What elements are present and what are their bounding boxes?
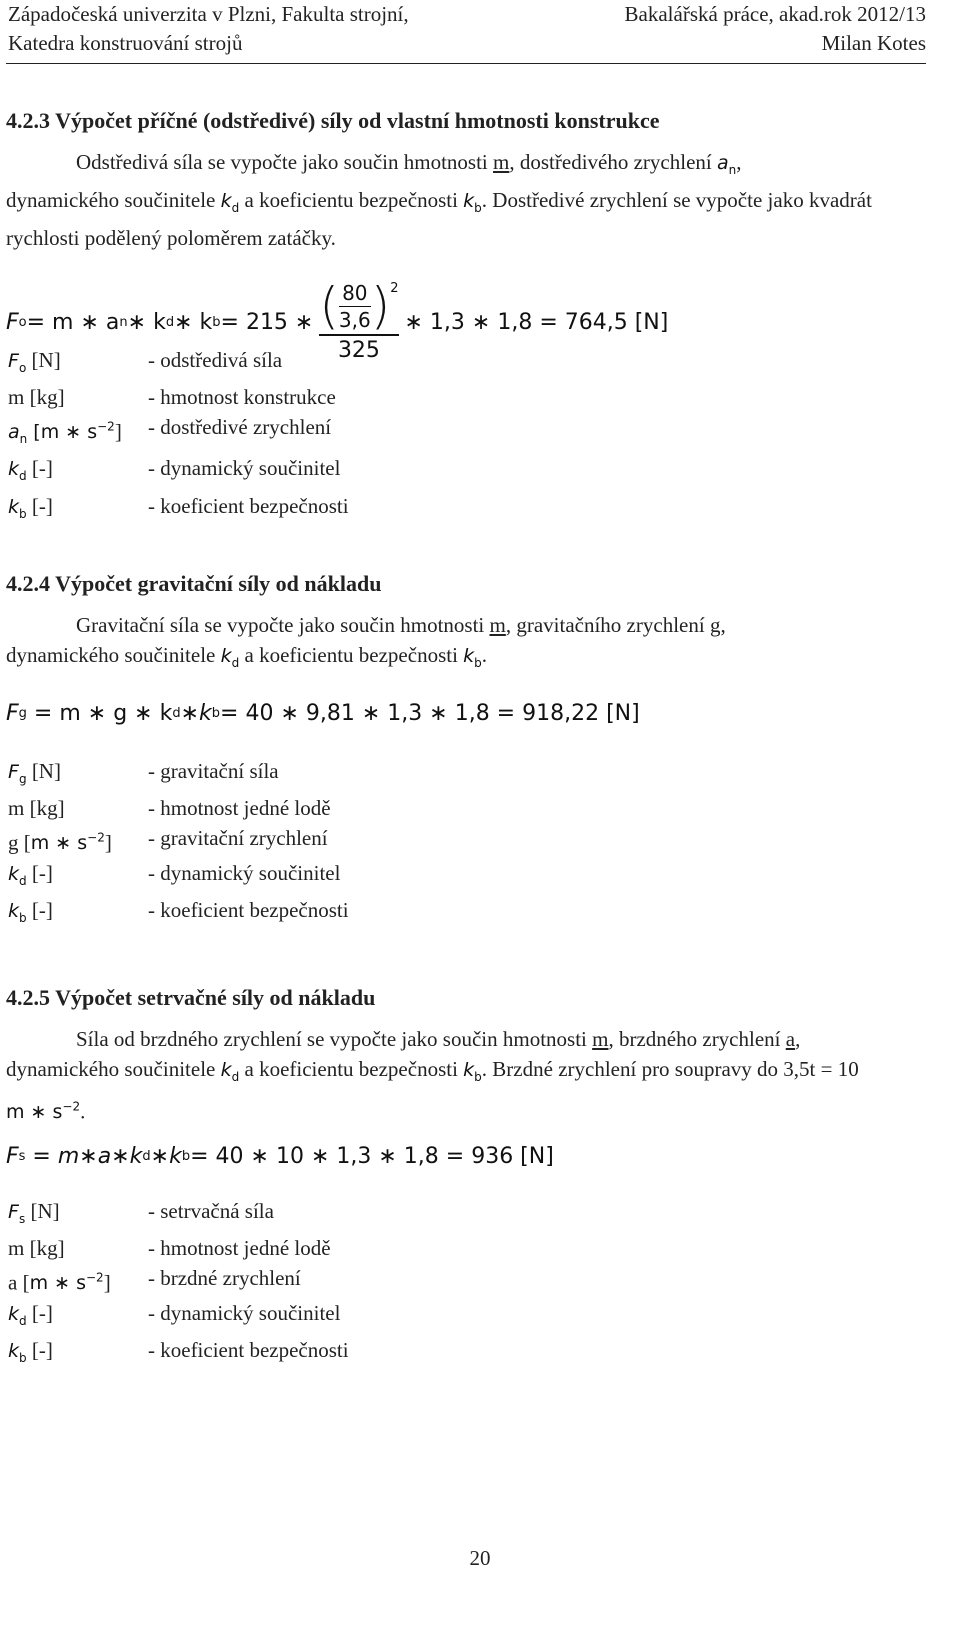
legend-row: $F_o$ [N] - odstředivá síla [8, 348, 283, 375]
legend-row: m [kg] - hmotnost konstrukce [8, 385, 336, 410]
legend-row: $k_d$ [-] - dynamický součinitel [8, 1300, 341, 1328]
header-university: Západočeská univerzita v Plzni, Fakulta strojní, [8, 2, 409, 26]
equation-centrifugal-force: F o = m ∗ a n ∗ k d ∗ k b = 215 ∗ ( $\frac{80}{3,6}$ ) $^2$ 325 ∗ 1,3 ∗ 1,8 = 764,5 [N] [6, 277, 669, 363]
legend-425 [8, 1197, 349, 1373]
header-author: Milan Kotes [821, 31, 926, 55]
legend-row: m [kg] - hmotnost jedné lodě [8, 796, 331, 821]
section-heading-425: 4.2.5 Výpočet setrvačné síly od nákladu [6, 985, 376, 1010]
header-divider [6, 63, 926, 64]
legend-row: $k_d$ [-] - dynamický součinitel [8, 860, 341, 888]
legend-423 [8, 346, 349, 529]
legend-row: a [m ∗ $s^{-2}$] - brzdné zrychlení [8, 1265, 301, 1295]
section-heading-423: 4.2.3 Výpočet příčné (odstředivé) síly od vlastní hmotnosti konstrukce [6, 108, 660, 133]
header-thesis: Bakalářská práce, akad.rok 2012/13 [624, 2, 926, 26]
header-department: Katedra konstruování strojů [8, 31, 243, 55]
equation-inertia-force: F s = m ∗ a ∗ k d ∗ k b = 40 ∗ 10 ∗ 1,3 ∗ 1,8 = 936 [N] [6, 1143, 554, 1169]
section-heading-424: 4.2.4 Výpočet gravitační síly od nákladu [6, 571, 382, 596]
section-paragraph-424: Gravitační síla se vypočte jako součin hmotnosti m, gravitačního zrychlení g, dynamického součinitele $k_d$ a koeficientu bezpečnosti $k_b$. [6, 613, 726, 670]
legend-row: $F_s$ [N] - setrvačná síla [8, 1199, 274, 1226]
section-paragraph-425: Síla od brzdného zrychlení se vypočte jako součin hmotnosti m, brzdného zrychlení a, dynamického součinitele $k_d$ a koeficientu bezpečnosti $k_b$. Brzdné zrychlení pro soupravy do 3,5t = 10 m ∗ $s^{-2}$. [6, 1027, 859, 1124]
equation-gravity-force: F g = m ∗ g ∗ k d ∗ k b = 40 ∗ 9,81 ∗ 1,3 ∗ 1,8 = 918,22 [N] [6, 700, 640, 726]
section-paragraph-423: Odstředivá síla se vypočte jako součin hmotnosti m, dostředivého zrychlení $a_n$, dynamického součinitele $k_d$ a koeficientu bezpečnosti $k_b$. Dostředivé zrychlení se vypočte jako kvadrát rychlosti podělený poloměrem zatáčky. [6, 150, 872, 250]
legend-row: m [kg] - hmotnost jedné lodě [8, 1236, 331, 1261]
legend-row: $k_d$ [-] - dynamický součinitel [8, 456, 341, 484]
legend-row: $a_n$ [m ∗ $s^{-2}$] - dostředivé zrychlení [8, 414, 332, 446]
legend-row: $k_b$ [-] - koeficient bezpečnosti [8, 897, 349, 925]
legend-row: $k_b$ [-] - koeficient bezpečnosti [8, 493, 349, 521]
legend-row: g [m ∗ $s^{-2}$] - gravitační zrychlení [8, 825, 328, 855]
legend-424 [8, 757, 349, 933]
page-number: 20 [469, 1546, 491, 1570]
page-header [8, 0, 926, 58]
legend-row: $k_b$ [-] - koeficient bezpečnosti [8, 1337, 349, 1365]
legend-row: $F_g$ [N] - gravitační síla [8, 759, 279, 786]
